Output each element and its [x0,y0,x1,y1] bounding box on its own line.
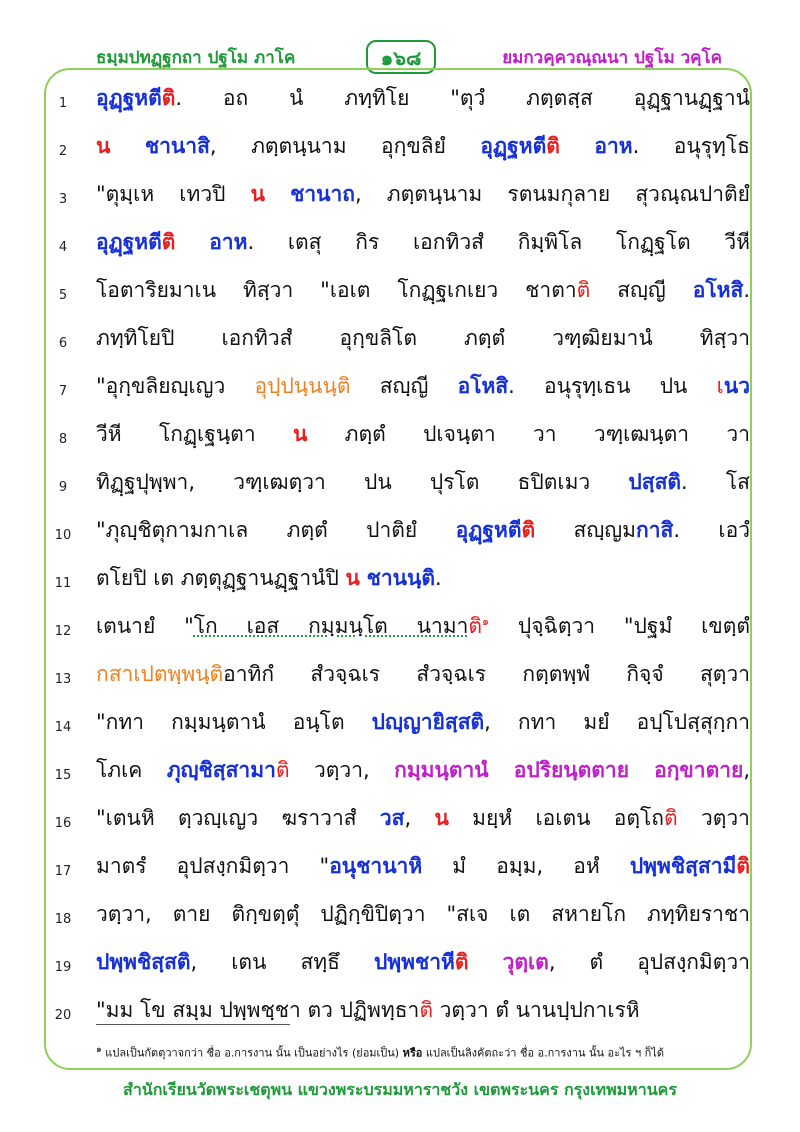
highlighted-word: ชานนฺติ [366,566,435,590]
text-segment: "ตุมฺเห เทวปิ [96,182,251,206]
text-segment: , ภตฺตนฺนาม รตนมกุลาย สุวณฺณปาติยํ [355,182,750,206]
text-line [96,514,750,562]
line-number: 17 [54,864,72,879]
highlighted-word: น [292,422,308,446]
line-number: 6 [58,336,68,351]
line-number: 18 [54,912,72,927]
text-segment: ตโยปิ เต ภตฺตุฏฺฐานฏฺฐานํปิ [96,566,346,590]
highlighted-word: ติ [546,134,560,158]
line-number: 14 [54,720,72,735]
text-line [96,130,750,178]
text-segment [469,950,503,974]
text-line [96,850,750,898]
text-line [96,994,750,1042]
text-line [96,754,750,802]
text-line [96,658,750,706]
line-number: 4 [58,240,68,255]
line-number: 8 [58,432,68,447]
highlighted-word: ติ [468,614,483,638]
text-segment: โอตาริยมาเน ทิสฺวา "เอเต โกฏฺฐเกเยว ชาตา [96,278,577,302]
footnote-text-b: แปลเป็นลิงคัตถะว่า ชื่อ อ.การงาน นั้น อะไร ฯ ก็ได้ [422,1046,664,1060]
line-number: 7 [58,384,68,399]
text-segment: ภทฺทิโยปิ เอกทิวสํ อุกฺขลิโต ภตฺตํ วฑฺฒิยมานํ ทิสฺวา [96,326,750,350]
footnote [96,1042,664,1062]
text-segment: , ภตฺตนฺนาม อุกฺขลิยํ [209,134,481,158]
text-segment: ปุจฺฉิตฺวา "ปฐมํ เขตฺตํ [489,614,750,638]
footnote-or: หรือ [402,1046,423,1060]
text-segment: วตฺวา, ตาย ติกฺขตฺตุํ ปฏิกฺขิปิตฺวา "สเจ เต สหายโก ภทฺทิยราชา [96,902,750,926]
text-segment: วตฺวา [677,806,750,830]
text-segment: "มม โข สมฺม ปพฺพชฺชา ตว ปฏิพทฺธา [96,998,420,1022]
text-segment [175,230,209,254]
text-segment: วตฺวา, [289,758,395,782]
highlighted-word: โก เอส กมฺมนฺโต นามา [193,614,469,638]
text-segment: "เตนหิ ตฺวญฺเญว ฆราวาสํ [96,806,380,830]
highlighted-word: ปพฺพชาหี [373,950,455,974]
text-line [96,226,750,274]
highlighted-word: ชานาสิ [144,134,210,158]
text-segment: อาทิกํ สํวจฺฉเร สํวจฺฉเร กตฺตพฺพํ กิจฺจํ สุตฺวา [223,662,750,686]
text-segment: . โส [681,470,751,494]
text-line [96,82,750,130]
page-header-right: ยมกวคฺควณฺณนา ปฐโม วคฺโค [502,48,722,68]
text-segment: . [434,566,442,590]
text-segment: . [743,278,750,302]
text-segment: , [404,806,435,830]
highlighted-word: น [250,182,265,206]
text-segment: "กทา กมฺมนฺตานํ อนฺโต [96,710,372,734]
highlighted-word: ติ [576,278,591,302]
highlighted-word: กาสิ [635,518,674,542]
text-line [96,610,750,658]
text-segment: , [743,758,750,782]
text-line [96,322,750,370]
text-segment: มํ อมฺม, อหํ [422,854,630,878]
highlighted-word: เ [716,374,724,398]
text-segment: เตนายํ " [96,614,194,638]
text-segment [110,134,145,158]
text-line [96,178,750,226]
highlighted-word: ติ [419,998,433,1022]
text-line [96,370,750,418]
text-line [96,466,750,514]
line-number: 10 [54,528,72,543]
text-segment: . อนุรุทฺเธน ปน [508,374,717,398]
text-segment: สญฺญี [590,278,693,302]
line-number: 11 [54,576,72,591]
highlighted-word: อุฏฺฐหตี [480,134,547,158]
highlighted-word: อุปฺปนฺนนฺติ [254,374,351,398]
footnote-rule [96,1024,290,1025]
highlighted-word: อุฏฺฐหตี [96,86,162,110]
highlighted-word: ติ [275,758,290,782]
text-segment: . อนุรุทฺโธ [632,134,750,158]
highlighted-word: ปพฺพชิสฺสติ [96,950,191,974]
text-segment: "อุกฺขลิยญฺเญว [96,374,255,398]
text-segment: ทิฏฺฐปุพฺพา, วฑฺเฒตฺวา ปน ปุรโต ธปิตเมว [96,470,629,494]
text-line [96,418,750,466]
text-segment: วตฺวา ตํ นานปฺปกาเรหิ [432,998,640,1022]
highlighted-word: ปสฺสติ [628,470,682,494]
text-line [96,898,750,946]
page-number-box: ๑๖๘ [366,40,436,74]
text-segment: วีหี โกฏฺเฐนฺตา [96,422,293,446]
text-segment [265,182,290,206]
highlighted-word: วส [379,806,405,830]
highlighted-word: กมฺมนฺตานํ อปริยนฺตตาย อกฺขาตาย [394,758,744,782]
line-number: 16 [54,816,72,831]
text-segment: "ภุญฺชิตุกามกาเล ภตฺตํ ปาติยํ [96,518,456,542]
text-segment: , ตํ อุปสงฺกมิตฺวา [548,950,750,974]
highlighted-word: ติ [454,950,469,974]
highlighted-word: น [96,134,111,158]
highlighted-word: นว [723,374,750,398]
text-segment: . เตสุ กิร เอกทิวสํ กิมฺพิโล โกฏฺฐโต วีหี [247,230,750,254]
text-line [96,562,750,610]
line-number: 12 [54,624,72,639]
highlighted-word: อาห [209,230,248,254]
highlighted-word: กสาเปตพฺพนฺติ [96,662,224,686]
line-number: 5 [58,288,68,303]
line-number: 9 [58,480,68,495]
footnote-marker: ๑ [96,1044,102,1055]
highlighted-word: อุฏฺฐหตี [455,518,522,542]
highlighted-word: น [345,566,360,590]
text-line [96,946,750,994]
page-footer: สำนักเรียนวัดพระเชตุพน แขวงพระบรมมหาราชวัง เขตพระนคร กรุงเทพมหานคร [123,1080,677,1099]
highlighted-word: อโหสิ [457,374,509,398]
line-number: 3 [58,192,68,207]
line-number: 13 [54,672,72,687]
highlighted-word: อโหสิ [692,278,744,302]
line-number: 15 [54,768,72,783]
highlighted-word: อุฏฺฐหตี [96,230,162,254]
text-segment: สญฺญี [350,374,458,398]
text-line [96,706,750,754]
highlighted-word: ติ [664,806,678,830]
highlighted-word: ปพฺพชิสฺสามี [629,854,737,878]
text-segment: . อถ นํ ภทฺทิโย "ตุวํ ภตฺตสฺส อุฏฺฐานฏฺฐานํ [175,86,750,110]
line-number: 2 [58,144,68,159]
text-segment: ภตฺตํ ปเจนฺตา วา วฑฺเฒนฺตา วา [307,422,750,446]
text-segment: , กทา มยํ อปฺโปสฺสุกฺกา [484,710,750,734]
highlighted-word: อนุชานาหิ [329,854,423,878]
highlighted-word: ติ [161,86,176,110]
text-segment [360,566,367,590]
text-segment [560,134,595,158]
text-segment: , เตน สทฺธึ [190,950,374,974]
text-segment: โภเค [96,758,167,782]
highlighted-word: วุตฺเต [502,950,549,974]
highlighted-word: อาห [594,134,633,158]
text-segment: . เอวํ [673,518,751,542]
highlighted-word: ปญฺญายิสฺสติ [371,710,485,734]
text-segment: มาตรํ อุปสงฺกมิตฺวา " [96,854,330,878]
text-line [96,802,750,850]
text-segment: สญฺญม [535,518,636,542]
highlighted-word: ติ [521,518,536,542]
footnote-text-a: แปลเป็นกัตตุวาจกว่า ชื่อ อ.การงาน นั้น เป็นอย่างไร (ย่อมเป็น) [101,1046,403,1060]
text-line [96,274,750,322]
line-number: 20 [54,1008,72,1023]
highlighted-word: ชานาถ [290,182,355,206]
text-segment: มยฺหํ เอเตน อตฺโถ [448,806,664,830]
line-number: 19 [54,960,72,975]
highlighted-word: ๑ [482,615,490,628]
page-header-left: ธมฺมปทฏฺฐกถา ปฐโม ภาโค [96,48,296,68]
line-number: 1 [58,96,68,111]
highlighted-word: น [434,806,449,830]
highlighted-word: ภุญฺชิสฺสามา [166,758,276,782]
highlighted-word: ติ [736,854,750,878]
highlighted-word: ติ [161,230,176,254]
